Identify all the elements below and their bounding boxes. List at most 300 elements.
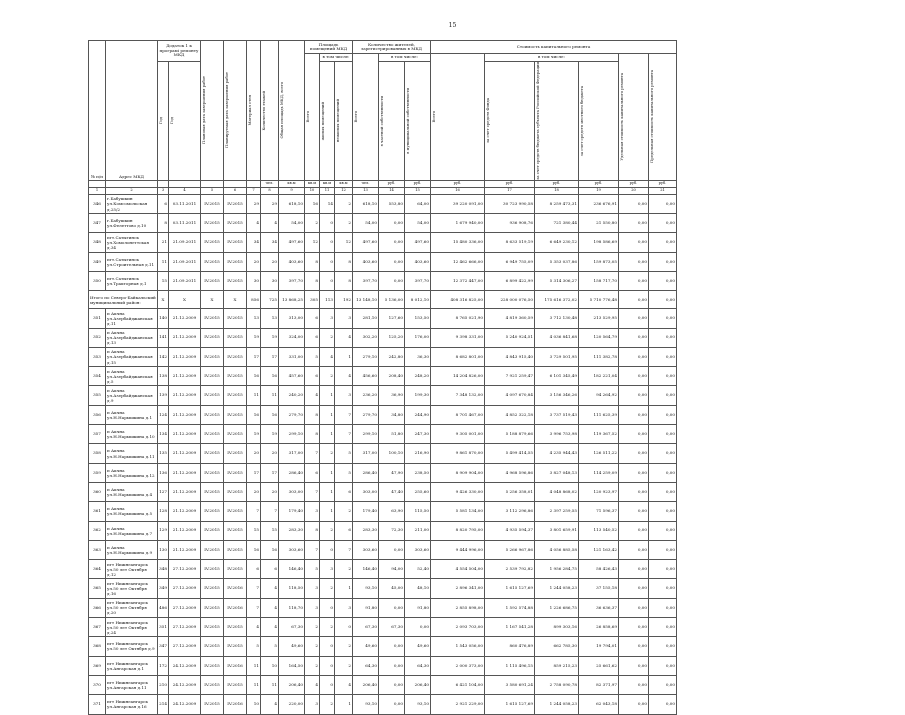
unit-cell-18: руб.: [535, 180, 579, 187]
row-number: 364: [89, 560, 106, 579]
table-row: [89, 214, 677, 233]
cell-c3: 136: [158, 463, 169, 482]
column-number-14: 14: [379, 187, 405, 194]
cell-c21: 0,00: [649, 598, 677, 617]
cell-c19: 62 043,18: [579, 695, 619, 714]
cell-c5: IV.2015: [201, 367, 224, 386]
cell-c19: 159 873,05: [579, 252, 619, 271]
cell-c5: IV.2015: [201, 656, 224, 675]
cell-c6: IV.2016: [224, 695, 247, 714]
column-number-21: 21: [649, 187, 677, 194]
row-number: 351: [89, 309, 106, 328]
table-row: [89, 618, 677, 637]
cell-c12: 4: [335, 367, 353, 386]
table-row: [89, 272, 677, 291]
header-total-area: Общая площадь МКД, всего: [279, 82, 284, 139]
cell-c21: 0,00: [649, 579, 677, 598]
header-address: Адрес МКД: [106, 41, 158, 181]
cell-c13: 49,60: [353, 637, 379, 656]
cell-c5: IV.2015: [201, 637, 224, 656]
cell-c20: 0,00: [619, 328, 649, 347]
cell-c14: 242,80: [379, 347, 405, 366]
cell-c3: 6: [158, 194, 169, 213]
cell-c9: 179,40: [279, 502, 305, 521]
summary-c15: 8 012,10: [405, 291, 431, 309]
row-number: 356: [89, 405, 106, 424]
cell-c12: 7: [335, 540, 353, 559]
cell-c3: 347: [158, 637, 169, 656]
header-wall-material: Материал стен: [247, 95, 252, 126]
cell-c19: 71 596,37: [579, 502, 619, 521]
cell-c18: 2 397 259,55: [535, 502, 579, 521]
cell-c6: IV.2015: [224, 540, 247, 559]
cell-c16: 8 682 801,00: [431, 347, 485, 366]
cell-c5: IV.2015: [201, 560, 224, 579]
cell-c12: 4: [335, 328, 353, 347]
cell-c5: IV.2015: [201, 309, 224, 328]
cell-c6: IV.2015: [224, 252, 247, 271]
cell-c8: 16: [261, 405, 279, 424]
summary-c6: X: [224, 291, 247, 309]
cell-c21: 0,00: [649, 540, 677, 559]
cell-c8: 20: [261, 444, 279, 463]
cell-c9: 303,60: [279, 540, 305, 559]
cell-c3: 130: [158, 540, 169, 559]
cell-c18: 3 712 130,48: [535, 309, 579, 328]
cell-c19: 36 636,37: [579, 598, 619, 617]
cell-c8: 34: [261, 233, 279, 252]
cell-c7: 20: [247, 482, 261, 501]
table-row: [89, 675, 677, 694]
cell-c16: 9 305 001,00: [431, 425, 485, 444]
cell-c19: 58 426,43: [579, 560, 619, 579]
cell-c11: 0: [320, 598, 335, 617]
summary-c11: 113: [320, 291, 335, 309]
header-work-start: Плановая дата завершения работ: [201, 76, 206, 145]
cell-c3: 15: [158, 272, 169, 291]
cell-c6: IV.2015: [224, 425, 247, 444]
row-address: п Акчна ул.Н.Нарышкина д.4: [106, 482, 158, 501]
cell-c4: 21.12.2009: [169, 482, 201, 501]
cell-c12: 12: [335, 233, 353, 252]
cell-c4: 21.12.2009: [169, 540, 201, 559]
cell-c8: 11: [261, 386, 279, 405]
cell-c12: 2: [335, 214, 353, 233]
cell-c5: IV.2015: [201, 598, 224, 617]
cell-c18: 3 996 753,98: [535, 425, 579, 444]
cell-c21: 0,00: [649, 675, 677, 694]
header-area-living: жилых помещений: [320, 101, 325, 140]
unit-cell-21: руб.: [649, 180, 677, 187]
summary-c20: 0,00: [619, 291, 649, 309]
cell-c19: 26 858,69: [579, 618, 619, 637]
cell-c10: 2: [305, 214, 320, 233]
summary-c8: 725: [261, 291, 279, 309]
unit-cell-17: руб.: [485, 180, 535, 187]
repair-program-table: [88, 40, 677, 715]
cell-c19: 119 367,52: [579, 425, 619, 444]
cell-c21: 0,00: [649, 233, 677, 252]
cell-c21: 0,00: [649, 405, 677, 424]
cell-c11: 2: [320, 328, 335, 347]
cell-c16: 2 093 703,00: [431, 618, 485, 637]
cell-c9: 146,40: [279, 560, 305, 579]
cell-c8: 20: [261, 252, 279, 271]
cell-c17: 936 908,76: [485, 214, 535, 233]
cell-c14: 36,90: [379, 386, 405, 405]
row-address: пгт Нижнеангарск ул.50 лет Октября д.24: [106, 618, 158, 637]
cell-c10: 6: [305, 309, 320, 328]
cell-c7: 16: [247, 367, 261, 386]
row-address: пгт.Сатыгинск ул.Строительная д.11: [106, 252, 158, 271]
cell-c12: 5: [335, 444, 353, 463]
cell-c17: 1 615 127,69: [485, 695, 535, 714]
table-row: [89, 367, 677, 386]
row-address: пгт.Сатыгинск ул.Тракторная д.1: [106, 272, 158, 291]
cell-c18: 4 056 885,58: [535, 540, 579, 559]
cell-c14: 0,00: [379, 540, 405, 559]
cell-c15: 497,60: [405, 233, 431, 252]
cell-c10: 6: [305, 328, 320, 347]
cell-c10: 3: [305, 695, 320, 714]
cell-c7: 5: [247, 637, 261, 656]
cell-c6: IV.2015: [224, 675, 247, 694]
cell-c8: 13: [261, 309, 279, 328]
cell-c11: 0: [320, 272, 335, 291]
cell-c13: 279,70: [353, 405, 379, 424]
row-number: 346: [89, 194, 106, 213]
cell-c20: 0,00: [619, 598, 649, 617]
cell-c8: 4: [261, 695, 279, 714]
header-max-cost: Предельная стоимость капитального ремонта: [649, 70, 654, 164]
cell-c10: 3: [305, 598, 320, 617]
row-address: пгт Нижнеангарск ул.50 лет Октября д.16: [106, 579, 158, 598]
cell-c4: 27.12.2009: [169, 560, 201, 579]
cell-c21: 0,00: [649, 656, 677, 675]
cell-c18: 2 758 090,78: [535, 675, 579, 694]
cell-c16: 15 480 336,00: [431, 233, 485, 252]
row-number: 370: [89, 675, 106, 694]
table-row: [89, 444, 677, 463]
cell-c11: 1: [320, 463, 335, 482]
cell-c14: 0,00: [379, 656, 405, 675]
cell-c12: 7: [335, 405, 353, 424]
cell-c7: 11: [247, 675, 261, 694]
cell-c7: 7: [247, 598, 261, 617]
cell-c10: 2: [305, 637, 320, 656]
cell-c17: 5 499 414,55: [485, 444, 535, 463]
cell-c5: IV.2015: [201, 482, 224, 501]
cell-c10: 8: [305, 425, 320, 444]
cell-c15: 397,70: [405, 272, 431, 291]
cell-c5: IV.2015: [201, 272, 224, 291]
unit-cell-16: руб.: [431, 180, 485, 187]
row-address: п Акчна ул.Н.Нарышкина д.1: [106, 405, 158, 424]
summary-c18: 175 616 372,02: [535, 291, 579, 309]
cell-c14: 67,30: [379, 618, 405, 637]
cell-c10: 2: [305, 618, 320, 637]
column-number-16: 16: [431, 187, 485, 194]
cell-c10: 4: [305, 386, 320, 405]
column-number-10: 10: [305, 187, 320, 194]
row-address: п Акчна ул.Азербайджанская д.9: [106, 386, 158, 405]
unit-cell-20: руб.: [619, 180, 649, 187]
cell-c10: 8: [305, 405, 320, 424]
row-address: п Акчна ул.Н.Нарышкина д.12: [106, 463, 158, 482]
cell-c11: 3: [320, 560, 335, 579]
cell-c6: IV.2016: [224, 579, 247, 598]
header-floors: Количество этажей: [261, 90, 266, 131]
cell-c13: 456,60: [353, 367, 379, 386]
cell-c16: 7 348 132,00: [431, 386, 485, 405]
table-row: [89, 328, 677, 347]
cell-c14: 0,00: [379, 637, 405, 656]
cell-c18: 6 101 345,49: [535, 367, 579, 386]
cell-c17: 4 097 670,84: [485, 386, 535, 405]
cell-c16: 9 444 996,00: [431, 540, 485, 559]
cell-c19: 111 382,78: [579, 347, 619, 366]
cell-c8: 15: [261, 521, 279, 540]
column-number-20: 20: [619, 187, 649, 194]
cell-c13: 397,70: [353, 272, 379, 291]
cell-c14: 94,00: [379, 560, 405, 579]
header-area-total: Всего: [305, 111, 310, 123]
cell-c8: 30: [261, 272, 279, 291]
cell-c18: 4 235 944,43: [535, 444, 579, 463]
row-number: 359: [89, 463, 106, 482]
cell-c14: 0,00: [379, 252, 405, 271]
cell-c17: 5 266 967,86: [485, 540, 535, 559]
cell-c17: 3 112 296,86: [485, 502, 535, 521]
cell-c19: 158 717,70: [579, 272, 619, 291]
row-number: 355: [89, 386, 106, 405]
cell-c21: 0,00: [649, 444, 677, 463]
cell-c15: 49,60: [405, 637, 431, 656]
cell-c15: 248,20: [405, 367, 431, 386]
cell-c7: 17: [247, 347, 261, 366]
header-residents-sub: в том числе:: [379, 54, 431, 62]
column-number-9: 9: [279, 187, 305, 194]
cell-c21: 0,00: [649, 482, 677, 501]
column-number-8: 8: [261, 187, 279, 194]
cell-c7: 13: [247, 309, 261, 328]
cell-c15: 244,90: [405, 405, 431, 424]
cell-c9: 220,00: [279, 695, 305, 714]
row-address: г.Бабушкин ул.Комсомольская д.25/2: [106, 194, 158, 213]
column-number-2: 2: [106, 187, 158, 194]
cell-c5: IV.2015: [201, 347, 224, 366]
row-address: п Акчна ул.Н.Нарышкина д.9: [106, 540, 158, 559]
cell-c11: 0: [320, 214, 335, 233]
cell-c9: 403,60: [279, 252, 305, 271]
cell-c8: 7: [261, 502, 279, 521]
column-number-18: 18: [535, 187, 579, 194]
cell-c18: 6 649 230,12: [535, 233, 579, 252]
cell-c18: 721 380,44: [535, 214, 579, 233]
cell-c6: IV.2015: [224, 637, 247, 656]
summary-c5: X: [201, 291, 224, 309]
cell-c11: 3: [320, 309, 335, 328]
cell-c15: 48,10: [405, 579, 431, 598]
cell-c7: 11: [247, 656, 261, 675]
cell-c4: 21.09.2011: [169, 233, 201, 252]
summary-c19: 5 710 776,48: [579, 291, 619, 309]
cell-c20: 0,00: [619, 560, 649, 579]
cell-c3: 127: [158, 482, 169, 501]
cell-c11: 2: [320, 521, 335, 540]
cell-c9: 286,40: [279, 463, 305, 482]
cell-c6: IV.2015: [224, 463, 247, 482]
cell-c6: IV.2016: [224, 656, 247, 675]
cell-c14: 0,00: [379, 233, 405, 252]
unit-cell-7: [247, 180, 261, 187]
cell-c4: 21.12.2009: [169, 386, 201, 405]
header-area-nonliving: нежилых помещений: [335, 99, 340, 143]
cell-c20: 0,00: [619, 309, 649, 328]
cell-c8: 4: [261, 214, 279, 233]
row-number: 348: [89, 233, 106, 252]
cell-c12: 2: [335, 502, 353, 521]
cell-c17: 6 949 755,09: [485, 252, 535, 271]
cell-c20: 0,00: [619, 347, 649, 366]
cell-c5: IV.2015: [201, 521, 224, 540]
cell-c3: 135: [158, 444, 169, 463]
column-number-4: 4: [169, 187, 201, 194]
cell-c6: IV.2015: [224, 502, 247, 521]
cell-c6: IV.2015: [224, 194, 247, 213]
unit-cell-19: руб.: [579, 180, 619, 187]
cell-c16: 8 909 904,00: [431, 463, 485, 482]
row-number: 347: [89, 214, 106, 233]
row-number: 365: [89, 579, 106, 598]
cell-c4: 21.12.2009: [169, 425, 201, 444]
cell-c6: IV.2016: [224, 598, 247, 617]
cell-c7: 11: [247, 386, 261, 405]
cell-c9: 299,10: [279, 425, 305, 444]
summary-c10: 305: [305, 291, 320, 309]
cell-c17: 6 899 422,99: [485, 272, 535, 291]
cell-c7: 4: [247, 214, 261, 233]
cell-c5: IV.2015: [201, 463, 224, 482]
cell-c7: 7: [247, 579, 261, 598]
cell-c13: 403,60: [353, 252, 379, 271]
cell-c20: 0,00: [619, 386, 649, 405]
cell-c3: 134: [158, 425, 169, 444]
cell-c7: 20: [247, 444, 261, 463]
cell-c19: 126 511,22: [579, 444, 619, 463]
row-address: пгт Нижнеангарск ул.Ангарская д.11: [106, 675, 158, 694]
cell-c9: 457,60: [279, 367, 305, 386]
row-address: п Акчна ул.Азербайджанская д.5: [106, 367, 158, 386]
header-appendix: Додаток 1 к програмі ремонту МКД: [158, 41, 201, 62]
cell-c17: 5 256 358,01: [485, 482, 535, 501]
cell-c16: 2 855 898,00: [431, 598, 485, 617]
cell-c6: IV.2015: [224, 444, 247, 463]
cell-c16: 2 000 373,00: [431, 656, 485, 675]
cell-c14: 127,60: [379, 309, 405, 328]
cell-c8: 19: [261, 425, 279, 444]
cell-c17: 5 240 924,51: [485, 328, 535, 347]
cell-c11: 0: [320, 656, 335, 675]
cell-c5: IV.2015: [201, 579, 224, 598]
cell-c18: 662 785,30: [535, 637, 579, 656]
cell-c3: 128: [158, 502, 169, 521]
cell-c16: 6 421 104,00: [431, 675, 485, 694]
column-number-13: 13: [353, 187, 379, 194]
cell-c13: 303,60: [353, 540, 379, 559]
summary-c7: 856: [247, 291, 261, 309]
column-number-1: 1: [89, 187, 106, 194]
cell-c19: 21 550,80: [579, 214, 619, 233]
units-row: [89, 180, 677, 187]
column-number-6: 6: [224, 187, 247, 194]
cell-c19: 82 371,97: [579, 675, 619, 694]
row-number: 349: [89, 252, 106, 271]
cell-c9: 118,70: [279, 598, 305, 617]
cell-c13: 283,30: [353, 521, 379, 540]
cell-c3: 349: [158, 579, 169, 598]
cell-c13: 317,00: [353, 444, 379, 463]
cell-c18: 5 314 306,27: [535, 272, 579, 291]
row-number: 363: [89, 540, 106, 559]
cell-c21: 0,00: [649, 309, 677, 328]
table-row: [89, 521, 677, 540]
row-address: п Акчна ул.Н.Нарышкина д.11: [106, 444, 158, 463]
cell-c16: 1 679 940,00: [431, 214, 485, 233]
summary-c13: 13 148,10: [353, 291, 379, 309]
cell-c19: 94 264,92: [579, 386, 619, 405]
table-row: [89, 560, 677, 579]
cell-c15: 91,80: [405, 598, 431, 617]
cell-c15: 64,30: [405, 656, 431, 675]
cell-c3: 129: [158, 521, 169, 540]
cell-c15: 153,50: [405, 309, 431, 328]
cell-c17: 860 476,89: [485, 637, 535, 656]
cell-c17: 4 819 360,59: [485, 309, 535, 328]
cell-c9: 303,00: [279, 482, 305, 501]
cell-c3: 138: [158, 367, 169, 386]
header-residents-group: Количество жителей, зарегистрированных в МКД: [353, 41, 431, 54]
cell-c14: 47,90: [379, 463, 405, 482]
cell-c18: 1 244 058,23: [535, 579, 579, 598]
cell-c11: 1: [320, 405, 335, 424]
cell-c20: 0,00: [619, 656, 649, 675]
cell-c18: 8 259 473,31: [535, 194, 579, 213]
cell-c8: 4: [261, 618, 279, 637]
cell-c11: 2: [320, 695, 335, 714]
cell-c21: 0,00: [649, 502, 677, 521]
unit-cell-11: кв.м: [320, 180, 335, 187]
cell-c19: 120 564,79: [579, 328, 619, 347]
cell-c21: 0,00: [649, 386, 677, 405]
cell-c8: 16: [261, 367, 279, 386]
unit-cell-12: кв.м: [335, 180, 353, 187]
cell-c6: IV.2015: [224, 347, 247, 366]
cell-c5: IV.2015: [201, 405, 224, 424]
cell-c17: 7 921 259,47: [485, 367, 535, 386]
cell-c6: IV.2015: [224, 272, 247, 291]
summary-c14: 5 136,00: [379, 291, 405, 309]
cell-c10: 5: [305, 560, 320, 579]
cell-c10: 6: [305, 367, 320, 386]
cell-c15: 247,30: [405, 425, 431, 444]
row-number: 366: [89, 598, 106, 617]
cell-c3: 8: [158, 214, 169, 233]
header-cost-sub: в том числе:: [485, 54, 619, 62]
summary-c3: X: [158, 291, 169, 309]
cell-c5: IV.2015: [201, 618, 224, 637]
cell-c16: 1 543 056,00: [431, 637, 485, 656]
